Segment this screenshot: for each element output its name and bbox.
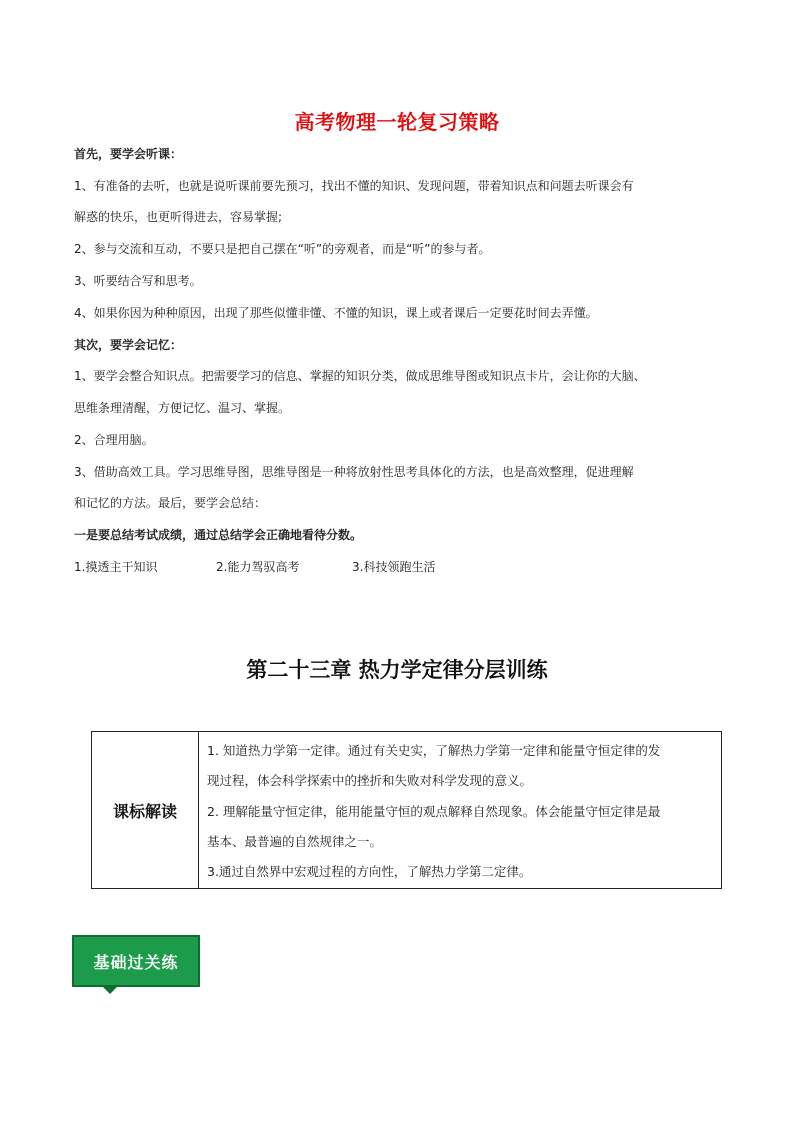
listening-item-1-cont: 解惑的快乐，也更听得进去，容易掌握; (74, 210, 283, 224)
tag-2: 2.能力驾驭高考 (216, 560, 300, 574)
memory-item-3-cont: 和记忆的方法。最后，要学会总结： (74, 496, 267, 510)
strategy-title: 高考物理一轮复习策略 (294, 110, 500, 134)
standards-line-5: 3.通过自然界中宏观过程的方向性，了解热力学第二定律。 (207, 864, 532, 879)
standards-line-3: 2. 理解能量守恒定律，能用能量守恒的观点解释自然现象。体会能量守恒定律是最 (207, 804, 661, 819)
listening-item-2: 2、参与交流和互动，不要只是把自己摆在“听”的旁观者，而是“听”的参与者。 (74, 242, 491, 256)
memory-item-2: 2、合理用脑。 (74, 433, 154, 447)
standards-line-4: 基本、最普遍的自然规律之一。 (207, 834, 383, 849)
tag-3: 3.科技领跑生活 (352, 560, 436, 574)
badge-notch-icon (101, 985, 119, 994)
memory-item-3: 3、借助高效工具。学习思维导图，思维导图是一种将放射性思考具体化的方法，也是高效整理，促进理解 (74, 465, 634, 479)
listening-item-3: 3、听要结合写和思考。 (74, 274, 202, 288)
standards-label: 课标解读 (92, 732, 199, 888)
tag-1: 1.摸透主干知识 (74, 560, 158, 574)
chapter-title: 第二十三章 热力学定律分层训练 (246, 657, 548, 682)
memory-heading: 其次，要学会记忆： (74, 338, 183, 352)
curriculum-standards-table (91, 731, 722, 889)
listening-item-4: 4、如果你因为种种原因，出现了那些似懂非懂、不懂的知识，课上或者课后一定要花时间去弄懂。 (74, 306, 598, 320)
basic-practice-badge: 基础过关练 (72, 935, 200, 987)
memory-item-1: 1、要学会整合知识点。把需要学习的信息、掌握的知识分类，做成思维导图或知识点卡片，会让你的大脑、 (74, 369, 646, 383)
standards-line-1: 1. 知道热力学第一定律。通过有关史实，了解热力学第一定律和能量守恒定律的发 (207, 743, 661, 758)
listening-heading: 首先，要学会听课： (74, 147, 183, 161)
summary-heading: 一是要总结考试成绩，通过总结学会正确地看待分数。 (74, 528, 363, 542)
listening-item-1: 1、有准备的去听，也就是说听课前要先预习，找出不懂的知识、发现问题，带着知识点和问题去听课会有 (74, 179, 634, 193)
memory-item-1-cont: 思维条理清醒，方便记忆、温习、掌握。 (74, 401, 291, 415)
standards-line-2: 现过程，体会科学探索中的挫折和失败对科学发现的意义。 (207, 773, 533, 788)
